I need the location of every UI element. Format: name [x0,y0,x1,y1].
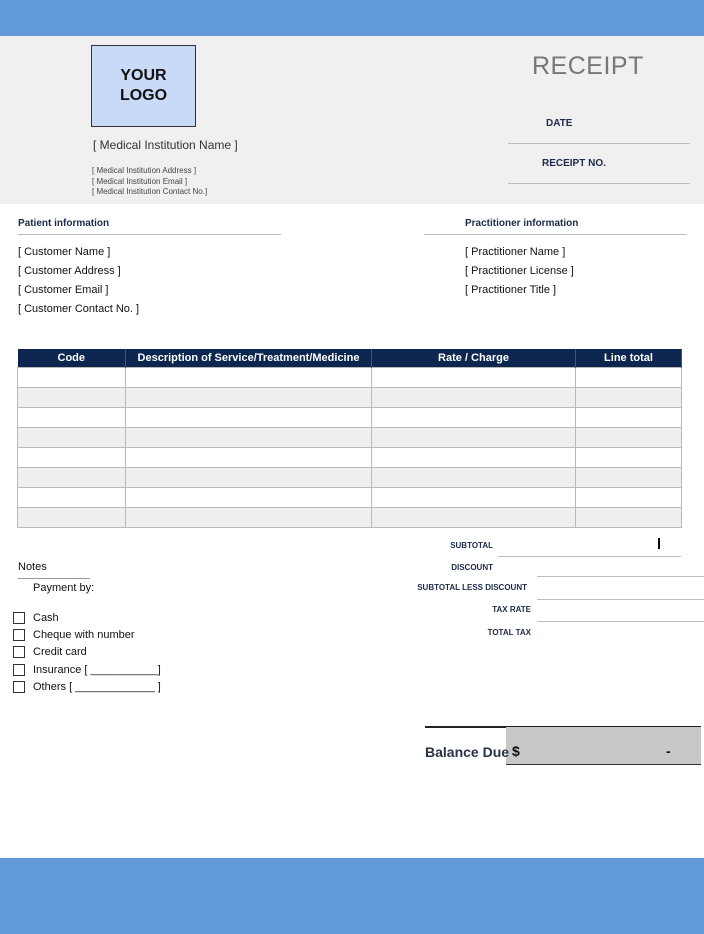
column-header-line-total: Line total [576,349,682,368]
table-cell[interactable] [576,408,682,428]
table-cell[interactable] [576,468,682,488]
table-cell[interactable] [18,408,126,428]
column-header-code: Code [18,349,126,368]
table-cell[interactable] [372,408,576,428]
patient-info-divider [18,234,281,235]
bottom-color-band [0,858,704,934]
table-cell[interactable] [576,388,682,408]
table-row [18,368,682,388]
subtotal-less-discount-label: SUBTOTAL LESS DISCOUNT [417,583,527,592]
checkbox-cheque[interactable] [13,629,25,641]
institution-email: [ Medical Institution Email ] [92,177,188,186]
table-cell[interactable] [372,388,576,408]
table-cell[interactable] [18,428,126,448]
table-cell[interactable] [126,428,372,448]
table-cell[interactable] [576,508,682,528]
balance-bottom-rule [506,764,701,765]
table-cell[interactable] [126,468,372,488]
customer-contact[interactable]: [ Customer Contact No. ] [18,303,140,315]
table-row [18,428,682,448]
institution-address: [ Medical Institution Address ] [92,166,197,175]
subtotal-label: SUBTOTAL [450,541,493,550]
tax-rate-field-line[interactable] [537,621,704,622]
checkbox-label-insurance: Insurance [ ___________] [33,664,161,676]
table-cell[interactable] [18,468,126,488]
receipt-title: RECEIPT [532,52,644,80]
notes-label: Notes [18,561,47,573]
table-cell[interactable] [126,508,372,528]
practitioner-title[interactable]: [ Practitioner Title ] [465,284,557,296]
table-cell[interactable] [372,368,576,388]
receipt-no-label: RECEIPT NO. [542,158,606,169]
balance-due-label: Balance Due [425,744,510,760]
table-cell[interactable] [576,448,682,468]
table-cell[interactable] [372,508,576,528]
table-cell[interactable] [372,488,576,508]
table-cell[interactable] [372,468,576,488]
table-row [18,448,682,468]
institution-name: [ Medical Institution Name ] [93,138,238,152]
customer-address[interactable]: [ Customer Address ] [18,265,121,277]
checkbox-cash[interactable] [13,612,25,624]
balance-value: - [666,743,671,759]
table-cell[interactable] [576,428,682,448]
checkbox-insurance[interactable] [13,664,25,676]
institution-contact: [ Medical Institution Contact No.] [92,187,208,196]
practitioner-info-divider [424,234,687,235]
text-cursor [658,538,660,549]
items-table [17,349,682,528]
balance-due-box [506,727,701,764]
table-cell[interactable] [18,388,126,408]
table-cell[interactable] [126,488,372,508]
table-cell[interactable] [18,368,126,388]
total-tax-label: TOTAL TAX [487,628,531,637]
table-row [18,408,682,428]
table-row [18,508,682,528]
checkbox-label-cash: Cash [33,612,59,624]
column-header-rate: Rate / Charge [372,349,576,368]
table-cell[interactable] [372,428,576,448]
logo-placeholder: YOUR LOGO [91,45,196,127]
practitioner-name[interactable]: [ Practitioner Name ] [465,246,566,258]
table-cell[interactable] [126,408,372,428]
customer-name[interactable]: [ Customer Name ] [18,246,111,258]
date-field-line[interactable] [508,143,690,144]
checkbox-others[interactable] [13,681,25,693]
discount-label: DISCOUNT [451,563,493,572]
checkbox-label-others: Others [ _____________ ] [33,681,161,693]
subtotal-field-line[interactable] [498,556,681,557]
table-cell[interactable] [18,488,126,508]
checkbox-label-credit-card: Credit card [33,646,87,658]
table-row [18,388,682,408]
top-color-band [0,0,704,36]
table-row [18,468,682,488]
customer-email[interactable]: [ Customer Email ] [18,284,109,296]
table-cell[interactable] [576,368,682,388]
checkbox-label-cheque: Cheque with number [33,629,135,641]
table-cell[interactable] [126,388,372,408]
practitioner-license[interactable]: [ Practitioner License ] [465,265,574,277]
date-label: DATE [546,118,573,129]
table-cell[interactable] [576,488,682,508]
subtotal-less-discount-field-line[interactable] [537,599,704,600]
table-cell[interactable] [18,508,126,528]
tax-rate-label: TAX RATE [492,605,531,614]
checkbox-credit-card[interactable] [13,646,25,658]
discount-field-line[interactable] [537,576,704,577]
table-row [18,488,682,508]
balance-currency: $ [512,743,520,759]
receipt-no-field-line[interactable] [508,183,690,184]
practitioner-info-title: Practitioner information [465,218,579,229]
column-header-description: Description of Service/Treatment/Medicine [126,349,372,368]
payment-by-label: Payment by: [33,582,95,594]
table-cell[interactable] [126,448,372,468]
table-cell[interactable] [18,448,126,468]
table-cell[interactable] [126,368,372,388]
notes-underline [18,578,90,579]
patient-info-title: Patient information [18,218,110,229]
table-cell[interactable] [372,448,576,468]
